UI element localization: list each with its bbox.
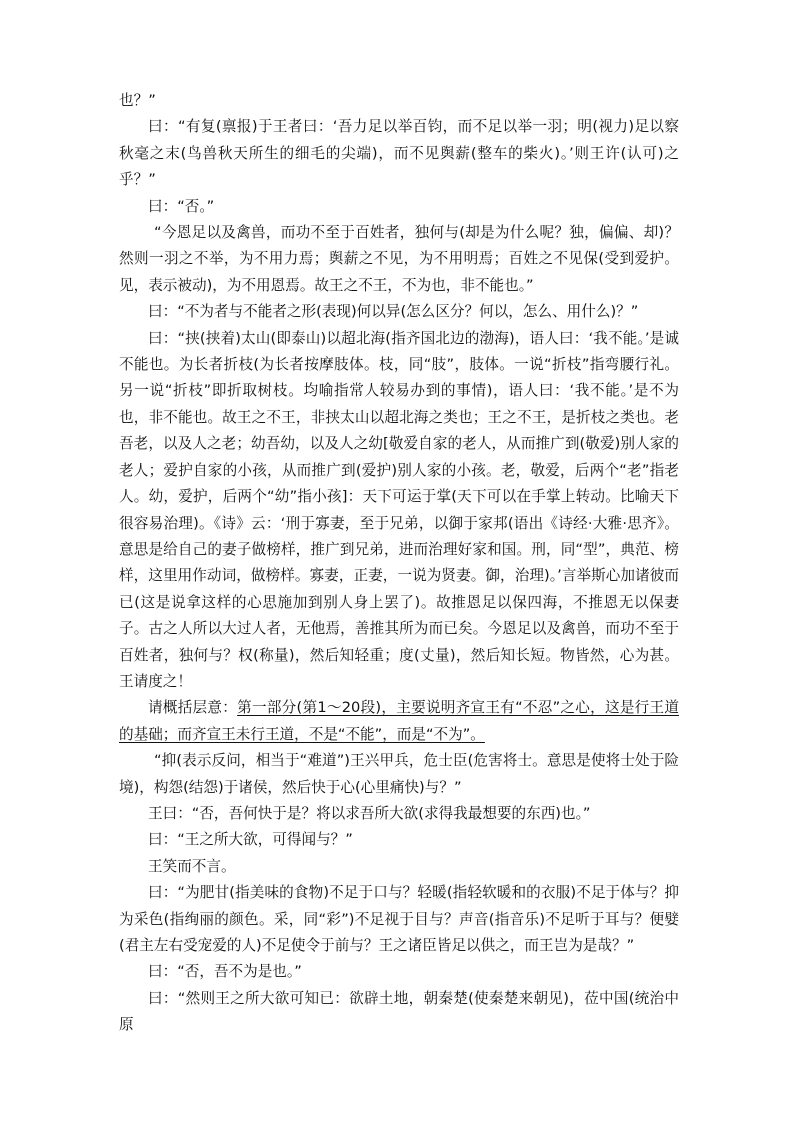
paragraph-5 xyxy=(119,299,679,325)
paragraph-summary xyxy=(119,695,679,748)
text-run: 也？” xyxy=(119,92,156,109)
text-run: 曰：“然则王之所大欲可知已：欲辟土地，朝秦楚(使秦楚来朝见)，莅中国(统治中原 xyxy=(119,989,679,1034)
paragraph-10 xyxy=(119,827,679,853)
text-run: 曰：“不为者与不能者之形(表现)何以异(怎么区分？何以，怎么、用什么)？” xyxy=(148,303,639,321)
paragraph-8 xyxy=(119,748,679,801)
text-run: 王曰：“否，吾何快于是？将以求吾所大欲(求得我最想要的东西)也。” xyxy=(148,804,591,822)
text-run: 曰：“否，吾不为是也。” xyxy=(148,963,302,981)
paragraph-1 xyxy=(119,88,679,114)
paragraph-11 xyxy=(119,854,679,880)
paragraph-6 xyxy=(119,326,679,696)
text-run: “今恩足以及禽兽，而功不至于百姓者，独何与(却是为什么呢？独，偏偏、却)？然则一羽之不举，为不用力焉；舆薪之不见，为不用明焉；百姓之不见保(受到爱护。见，表示被动)，为不用恩焉。故王之不王，不为也，非不能也。” xyxy=(119,224,679,294)
text-run: 曰：“王之所大欲，可得闻与？” xyxy=(148,831,353,849)
paragraph-4 xyxy=(119,220,679,299)
paragraph-13 xyxy=(119,959,679,985)
paragraph-12 xyxy=(119,880,679,959)
text-run: “抑(表示反问，相当于“难道”)王兴甲兵，危士臣(危害将士。意思是使将士处于险境)，构怨(结怨)于诸侯，然后快于心(心里痛快)与？” xyxy=(119,752,679,796)
paragraph-3 xyxy=(119,194,679,220)
text-run: 曰：“为肥甘(指美味的食物)不足于口与？轻暖(指轻软暖和的衣服)不足于体与？抑为采色(指绚丽的颜色。采，同“彩”)不足视于目与？声音(指音乐)不足听于耳与？便嬖(君主左右受宠爱的人)不足使令于前与？王之诸臣皆足以供之，而王岂为是哉？” xyxy=(119,884,679,954)
paragraph-14 xyxy=(119,986,679,1039)
paragraph-2 xyxy=(119,114,679,193)
document-page xyxy=(119,88,679,1039)
text-run: 王笑而不言。 xyxy=(148,857,236,875)
text-run: 曰：“有复(禀报)于王者曰：‘吾力足以举百钧，而不足以举一羽；明(视力)足以察秋毫之末(鸟兽秋天所生的细毛的尖端)，而不见舆薪(整车的柴火)。’则王许(认可)之乎？” xyxy=(119,118,679,189)
summary-answer: 第一部分(第1～20段)，主要说明齐宣王有“不忍”之心，这是行王道的基础；而齐宣王未行王道，不是“不能”，而是“不为”。 xyxy=(119,699,679,743)
text-run: 曰：“否。” xyxy=(148,197,215,215)
paragraph-9 xyxy=(119,801,679,827)
text-run: 曰：“挟(挟着)太山(即泰山)以超北海(指齐国北边的渤海)，语人曰：‘我不能。’是诚不能也。为长者折枝(为长者按摩肢体。枝，同“肢”，肢体。一说“折枝”指弯腰行礼。另一说“折枝”即折取树枝。均喻指常人较易办到的事情)，语人曰：‘我不能。’是不为也，非不能也。故王之不王，非挟太山以超北海之类也；王之不王，是折枝之类也。老吾老，以及人之老；幼吾幼，以及人之幼[敬爱自家的老人，从而推广到(敬爱)别人家的老人；爱护自家的小孩，从而推广到(爱护)别人家的小孩。老，敬爱，后两个“老”指老人。幼，爱护，后两个“幼”指小孩]：天下可运于掌(天下可以在手掌上转动。比喻天下很容易治理)。《诗》云：‘刑于寡妻，至于兄弟，以御于家邦(语出《诗经·大雅·思齐》。意思是给自己的妻子做榜样，推广到兄弟，进而治理好家和国。刑，同“型”，典范、榜样，这里用作动词，做榜样。寡妻，正妻，一说为贤妻。御，治理)。’言举斯心加诸彼而已(这是说拿这样的心思施加到别人身上罢了)。故推恩足以保四海，不推恩无以保妻子。古之人所以大过人者，无他焉，善推其所为而已矣。今恩足以及禽兽，而功不至于百姓者，独何与？权(称量)，然后知轻重；度(丈量)，然后知长短。物皆然，心为甚。王请度之！ xyxy=(119,329,679,690)
summary-prompt: 请概括层意： xyxy=(148,699,238,717)
